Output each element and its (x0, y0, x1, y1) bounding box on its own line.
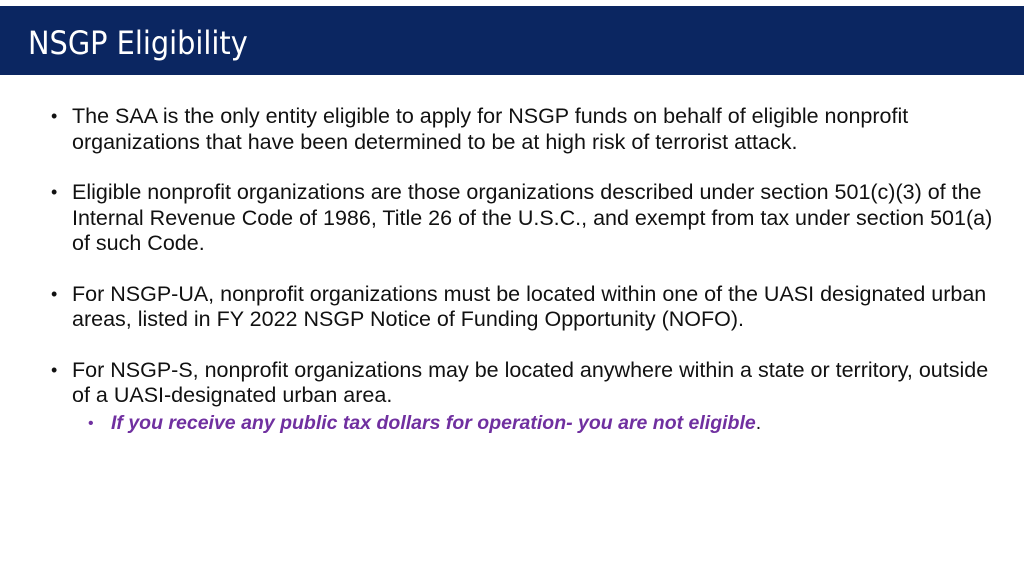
bullet-saa-eligibility: • The SAA is the only entity eligible to apply for NSGP funds on behalf of eligible nonprofit organizations that have been determined to be at high risk of terrorist attack. (0, 104, 1000, 155)
bullet-nsgp-ua: • For NSGP-UA, nonprofit organizations must be located within one of the UASI designated urban areas, listed in FY 2022 NSGP Notice of Funding Opportunity (NOFO). (0, 282, 1000, 333)
sub-bullet-list (72, 411, 1000, 436)
sub-bullet-public-tax (72, 411, 1000, 436)
page-title: NSGP Eligibility (28, 24, 248, 62)
sub-bullet-emphasis-text: If you receive any public tax dollars for operation- you are not eligible (111, 411, 756, 434)
sub-bullet-period: . (755, 411, 762, 434)
bullet-nsgp-s (0, 358, 1000, 436)
bullet-nsgp-s-text: For NSGP-S, nonprofit organizations may be located anywhere within a state or territory, outside of a UASI-designated urban area. (72, 357, 989, 407)
bullet-list (0, 104, 1000, 461)
bullet-nonprofit-definition: • Eligible nonprofit organizations are those organizations described under section 501(c)(3) of the Internal Revenue Code of 1986, Title 26 of the U.S.C., and exempt from tax under section 501(a) of such Code. (0, 180, 1000, 257)
title-bar (0, 6, 1024, 75)
